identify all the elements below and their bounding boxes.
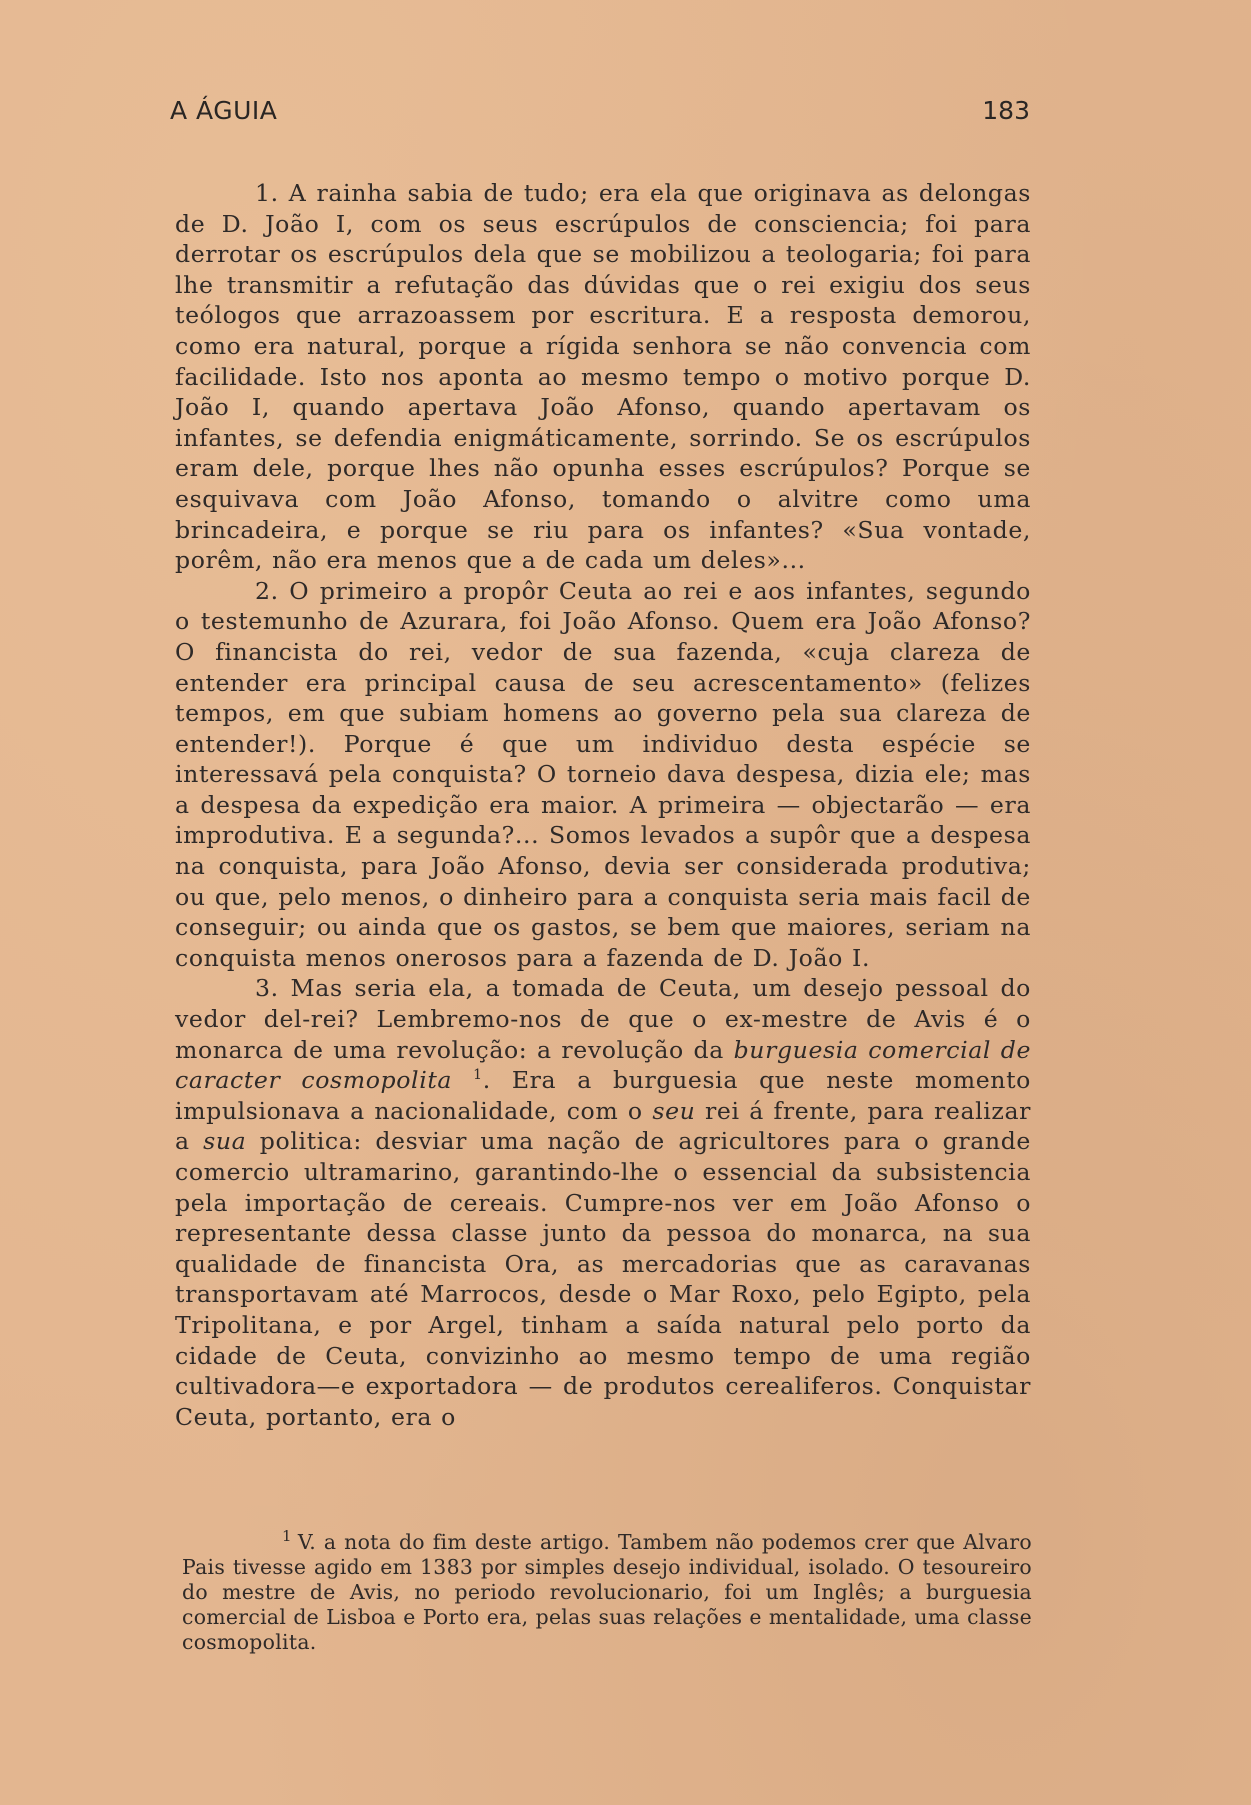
footnote-reference: 1 <box>473 1067 483 1084</box>
paragraph-1: 1. A rainha sabia de tudo; era ela que originava as delongas de D. João I, com os seus escrúpulos de consciencia; foi para derrotar os escrúpulos dela que se mobilizou a teologaria; foi para lhe transmitir a refutação das dúvidas que o rei exigiu dos seus teólogos que arrazoassem por escritura. E a resposta demorou, como era natural, porque a rígida senhora se não convencia com facilidade. Isto nos aponta ao mesmo tempo o motivo porque D. João I, quando apertava João Afonso, quando apertavam os infantes, se defendia enigmáticamente, sorrindo. Se os escrúpulos eram dele, porque lhes não opunha esses escrúpulos? Porque se esquivava com João Afonso, tomando o alvitre como uma brincadeira, e porque se riu para os infantes? «Sua vontade, porêm, não era menos que a de cada um deles»... <box>175 179 1031 575</box>
paragraph-3-part-c: rei á frente, para realizar a <box>175 1096 1031 1156</box>
paragraph-2: 2. O primeiro a propôr Ceuta ao rei e aos infantes, segundo o testemunho de Azurara, foi João Afonso. Quem era João Afonso? O financista do rei, vedor de sua fazenda, «cuja clareza de entender era principal causa de seu acrescentamento» (felizes tempos, em que subiam homens ao governo pela sua clareza de entender!). Porque é que um individuo desta espécie se interessavá pela conquista? O torneio dava despesa, dizia ele; mas a despesa da expedição era maior. A primeira — objectarão — era improdutiva. E a segunda?... Somos levados a supôr que a despesa na conquista, para João Afonso, devia ser considerada produtiva; ou que, pelo menos, o dinheiro para a conquista seria mais facil de conseguir; ou ainda que os gastos, se bem que maiores, seriam na conquista menos onerosos para a fazenda de D. João I. <box>175 576 1031 972</box>
paragraph-3-part-d: politica: desviar uma nação de agricultores para o grande comercio ultramarino, garantindo-lhe o essencial da subsistencia pela importação de cereais. Cumpre-nos ver em João Afonso o representante dessa classe junto da pessoa do monarca, na sua qualidade de financista Ora, as mercadorias que as caravanas transportavam até Marrocos, desde o Mar Roxo, pelo Egipto, pela Tripolitana, e por Argel, tinham a saída natural pelo porto da cidade de Ceuta, convizinho ao mesmo tempo de uma região cultivadora—e exportadora — de produtos cerealiferos. Conquistar Ceuta, portanto, era o <box>175 1127 1031 1431</box>
italic-phrase-burguesia: burguesia comercial de caracter cosmopolita <box>175 1035 1032 1095</box>
footnote-paragraph <box>182 1527 1032 1655</box>
paragraph-3-part-a: 3. Mas seria ela, a tomada de Ceuta, um desejo pessoal do vedor del-rei? Lembremo-nos de que o ex-mestre de Avis é o monarca de uma revolução: a revolução da <box>175 974 1031 1064</box>
italic-word-seu: seu <box>652 1096 696 1125</box>
footnote-mark: 1 <box>282 1527 292 1546</box>
paragraph-3 <box>175 973 1031 1432</box>
journal-title: A ÁGUIA <box>170 96 278 125</box>
footnote-text: V. a nota do fim deste artigo. Tambem não podemos crer que Alvaro Pais tivesse agido em 1383 por simples desejo individual, isolado. O tesoureiro do mestre de Avis, no periodo revolucionario, foi um Inglês; a burguesia comercial de Lisboa e Porto era, pelas suas relações e mentalidade, uma classe cosmopolita. <box>182 1530 1032 1654</box>
main-text <box>175 178 1031 1432</box>
page-number: 183 <box>982 96 1030 125</box>
italic-word-sua: sua <box>203 1127 247 1156</box>
footnote <box>182 1527 1032 1655</box>
paragraph-3-part-b: . Era a burguesia que neste momento impulsionava a nacionalidade, com o <box>175 1066 1031 1125</box>
running-header <box>170 96 1030 136</box>
